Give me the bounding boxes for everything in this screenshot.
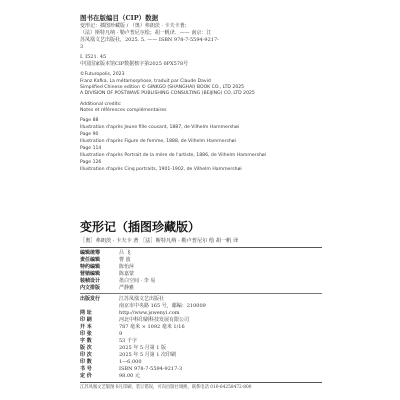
cip-line: 3 bbox=[80, 44, 84, 50]
colophon-value: 2025 年 5 月第 1 版 bbox=[119, 345, 167, 351]
colophon-label: 特约编辑 bbox=[80, 264, 101, 270]
colophon-value: 南京市中央路 165 号，邮编：210009 bbox=[119, 303, 206, 309]
credit-line: Illustration d'après Portrait de la mère de l'artiste, 1886, de Vilhelm Hammershøi bbox=[80, 153, 266, 158]
colophon-label: 印 刷 bbox=[80, 317, 92, 323]
colophon-label: 内文排版 bbox=[80, 285, 101, 291]
colophon-value: 787 毫米 × 1092 毫米 1/16 bbox=[119, 324, 185, 330]
cip-heading: 图书在版编目（CIP）数据 bbox=[80, 14, 159, 22]
colophon-label: 编辑统筹 bbox=[80, 250, 101, 256]
colophon-label: 字 数 bbox=[80, 338, 92, 344]
divider bbox=[80, 382, 322, 383]
colophon-value: 53 千字 bbox=[119, 338, 137, 344]
colophon-label: 装帧设计 bbox=[80, 278, 101, 284]
colophon-label: 开 本 bbox=[80, 324, 92, 330]
credit-line: Illustration d'après Jeune fille cousant, 1887, de Vilhelm Hammershøi bbox=[80, 125, 240, 130]
colophon-label: 网 址 bbox=[80, 310, 92, 316]
cip-line: 变形记：插图珍藏版 / （奥）弗朗茨 · 卡夫卡著； bbox=[80, 23, 190, 29]
credit-line: Page 114 bbox=[80, 146, 102, 151]
colophon-label: 责任编辑 bbox=[80, 257, 101, 263]
credit-line: Additional credits: bbox=[80, 102, 122, 107]
copyright-line: ©Futuropolis, 2023 bbox=[80, 72, 125, 77]
cip-line: 苏凤凰文艺出版社，2025. 5. —— ISBN 978-7-5594-9217- bbox=[80, 37, 219, 43]
colophon-value: 严静雅 bbox=[119, 285, 135, 291]
cip-line: （法）斯特凡纳 · 勒卢普尼尔绘；胡一帆译．—— 南京：江 bbox=[80, 30, 212, 36]
colophon-value: 河北中科印刷科技发展有限公司 bbox=[119, 317, 190, 323]
colophon-label: 书 号 bbox=[80, 366, 92, 372]
book-title: 变形记（插图珍藏版） bbox=[80, 220, 201, 234]
book-authors: ［奥］弗朗茨 · 卡夫卡 著 ［法］斯特凡纳 · 勒卢普尼尔 绘 胡一帆 译 bbox=[80, 238, 239, 244]
colophon-label: 营销编辑 bbox=[80, 271, 101, 277]
copyright-line: Franz Kafka, La métamorphose, traduit par Claude David bbox=[80, 79, 211, 84]
credit-line: Illustration d'après Cinq portraits, 1901-1902, de Vilhelm Hammershøi bbox=[80, 167, 242, 172]
colophon-value: 陈怡萍 bbox=[119, 264, 135, 270]
cip-line: Ⅰ. I521. 45 bbox=[80, 54, 107, 60]
colophon-label: 印 张 bbox=[80, 331, 92, 337]
colophon-value: 2025 年 5 月第 1 次印刷 bbox=[119, 352, 177, 358]
colophon-label: 出版发行 bbox=[80, 296, 101, 302]
colophon-value: 江苏凤凰文艺出版社 bbox=[119, 296, 165, 302]
divider bbox=[80, 247, 322, 248]
credit-line: Page 90 bbox=[80, 132, 99, 137]
colophon-label: 印 次 bbox=[80, 352, 92, 358]
cip-line: 中国国家版本馆CIP数据核字第2025 0PX578号 bbox=[80, 61, 189, 67]
colophon-value: 曹 波 bbox=[119, 257, 131, 263]
colophon-label: 定 价 bbox=[80, 373, 92, 379]
colophon-value: 98.00 元 bbox=[119, 373, 140, 379]
credit-line: Page 88 bbox=[80, 118, 99, 123]
credit-line: Page 126 bbox=[80, 160, 102, 165]
footer-note: 江苏凤凰文艺版图书凡印刷、装订错误，可向出版社调换，联系电话 010-64258472-800 bbox=[80, 385, 252, 390]
copyright-line: Simplified Chinese edition © GINKGO (SHANGHAI) BOOK CO., LTD 2025 bbox=[80, 85, 245, 90]
colophon-value: 陈嘉蒙 bbox=[119, 271, 135, 277]
colophon-value: 1—6,000 bbox=[119, 359, 142, 365]
colophon-value: 墨白空间 · 李 易 bbox=[119, 278, 156, 284]
credit-line: Notes et références complémentaires bbox=[80, 108, 167, 113]
colophon-value: ISBN 978-7-5594-9217-3 bbox=[119, 366, 183, 372]
copyright-line: A DIVISION OF POSTWAVE PUBLISHING CONSULTING (BEIJING) CO. LTD 2025 bbox=[80, 91, 255, 96]
divider bbox=[80, 293, 322, 294]
colophon-value: 9 bbox=[119, 331, 123, 337]
colophon-label: 印 数 bbox=[80, 359, 92, 365]
colophon-value: http://www.jswenyi.com bbox=[119, 310, 180, 316]
colophon-label: 版 次 bbox=[80, 345, 92, 351]
colophon-value: 吕 飞 bbox=[119, 250, 131, 256]
credit-line: Illustration d'après Figure de femme, 1888, de Vilhelm Hammershøi bbox=[80, 139, 236, 144]
